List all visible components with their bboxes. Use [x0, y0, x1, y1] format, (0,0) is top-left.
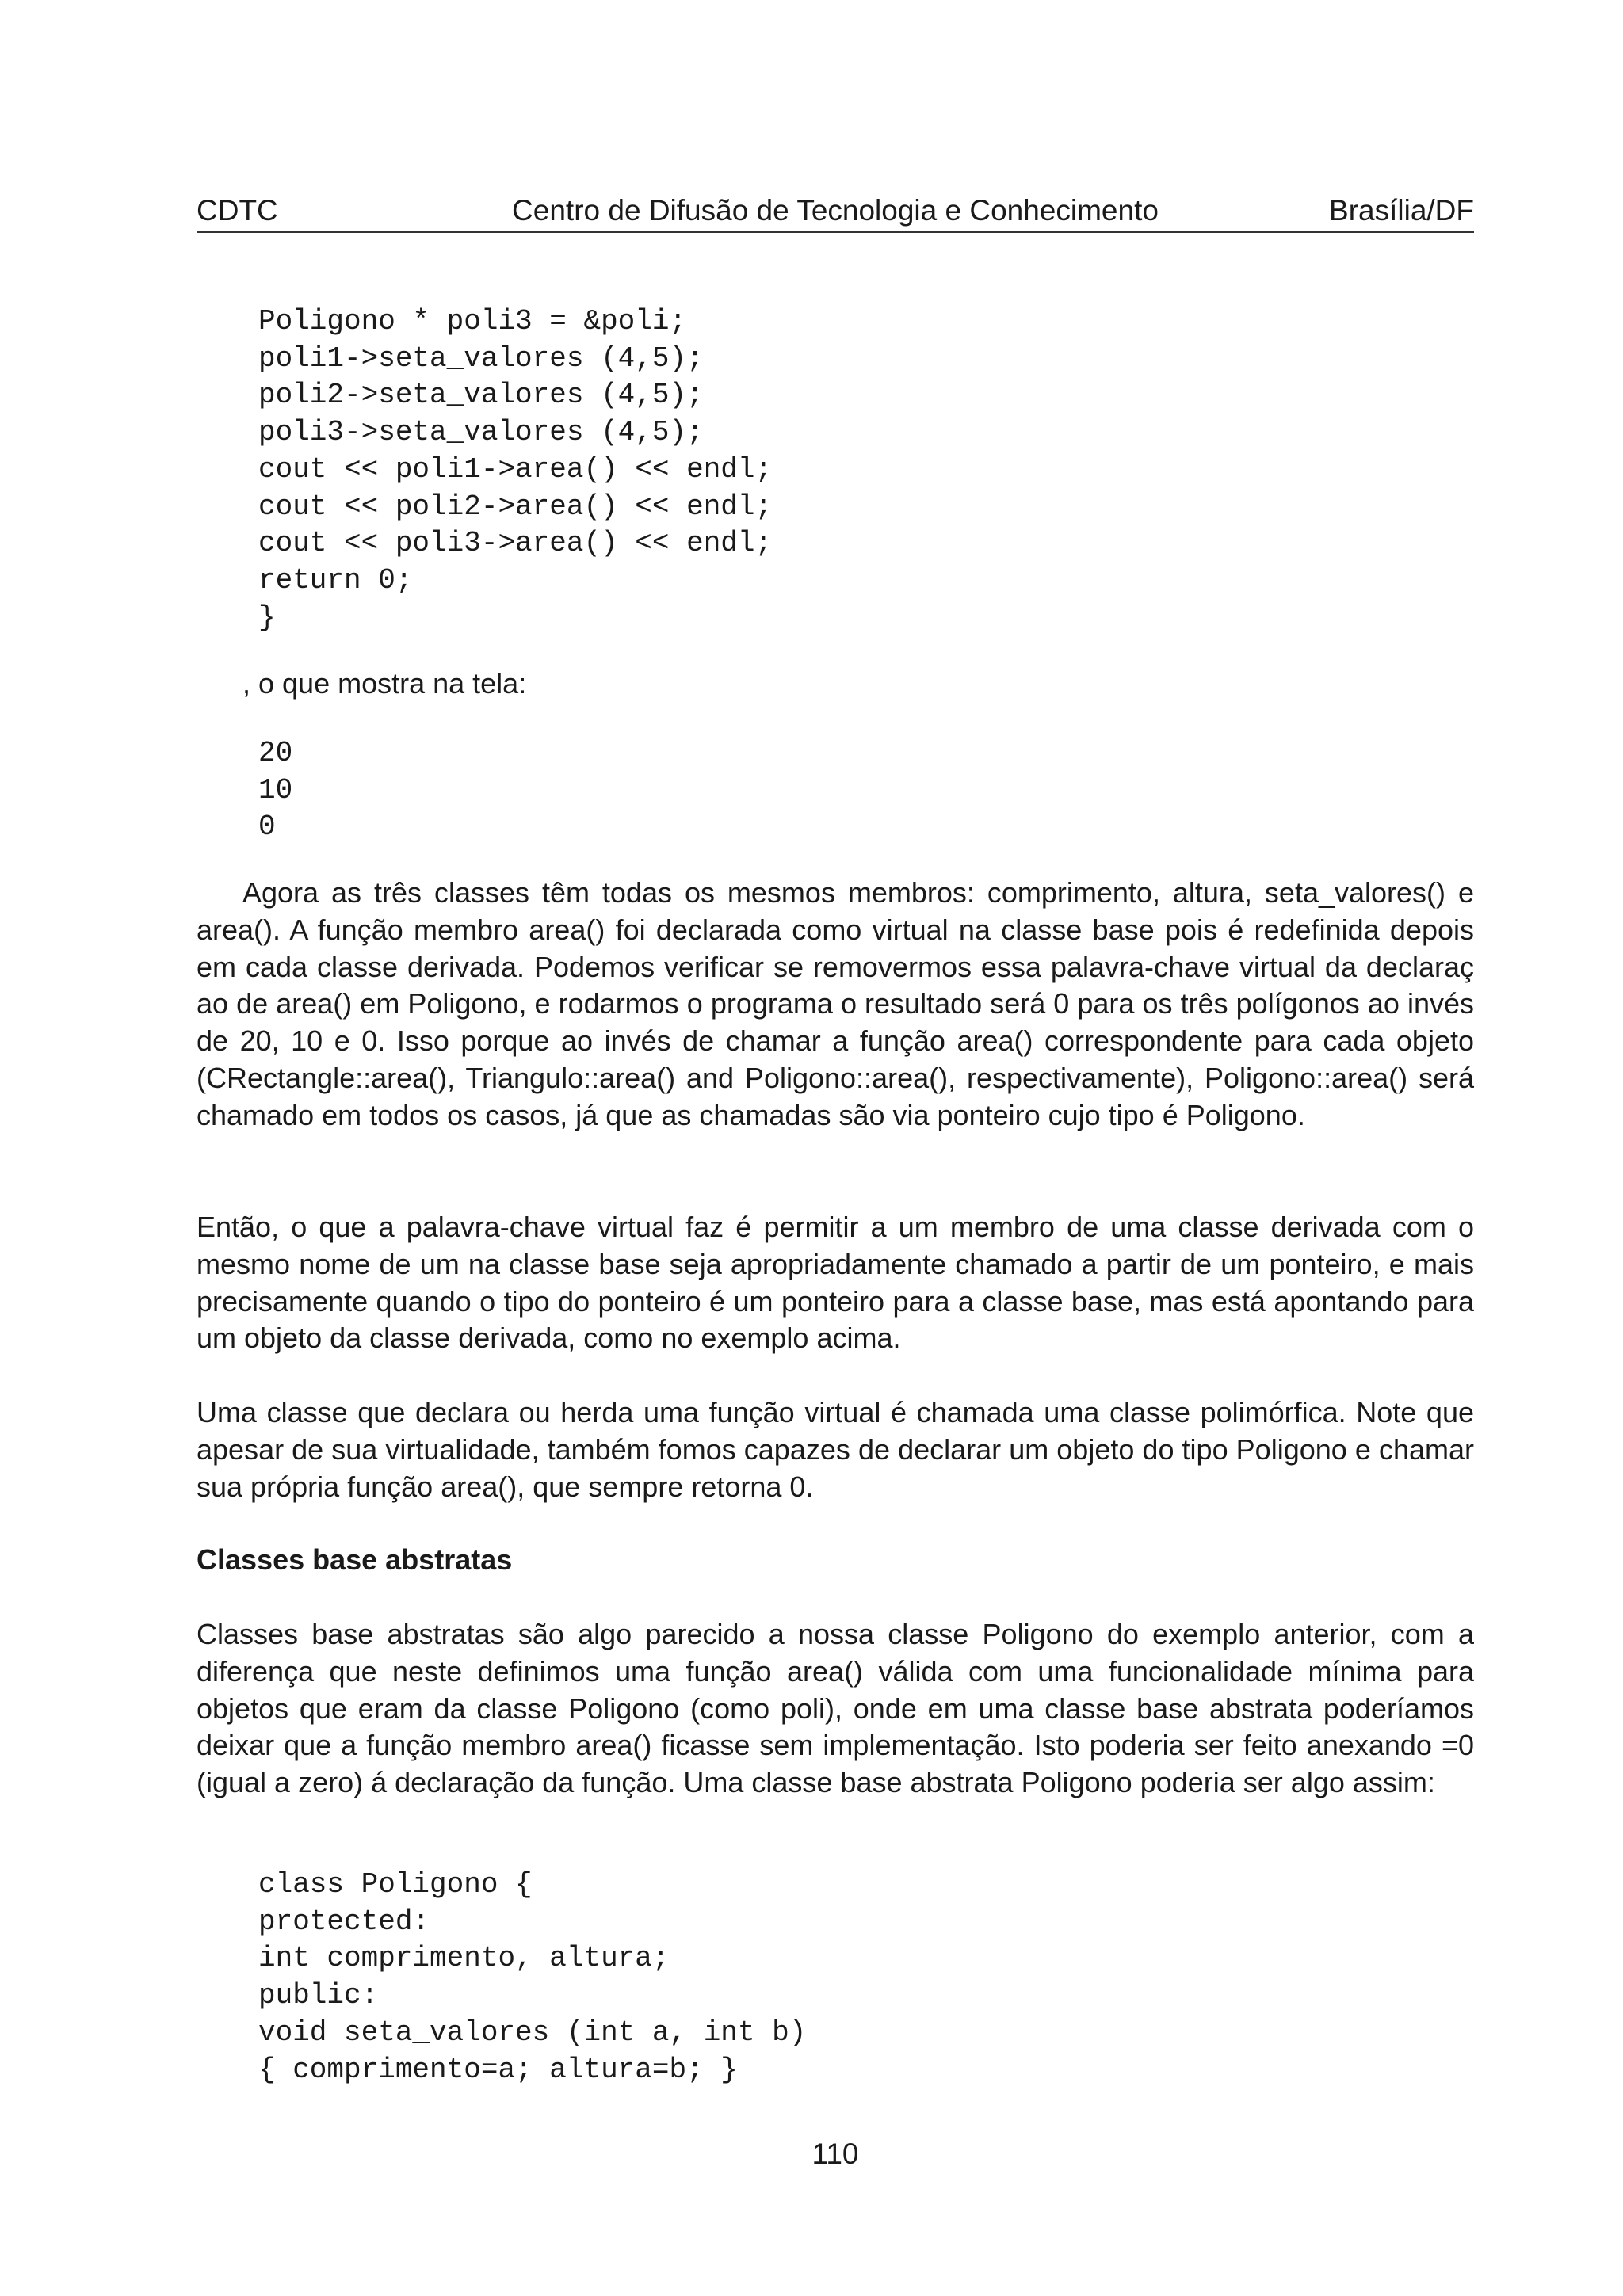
output-intro: , o que mostra na tela: [242, 667, 527, 700]
paragraph-virtual-keyword [197, 1209, 1474, 1357]
paragraph-abstract-classes [197, 1616, 1474, 1802]
code-block-bottom: class Poligono { protected: int comprimento, altura; public: void seta_valores (int a, int b) { comprimento=a; altura=b; } [258, 1868, 807, 2086]
page-header [197, 190, 1474, 233]
paragraph-virtual-members [197, 875, 1474, 1135]
paragraph-text: Agora as três classes têm todas os mesmos membros: comprimento, altura, seta_valores() e area(). A função membro area() foi declarada como virtual na classe base pois é redefinida depois em cada classe derivada. Podemos verificar se removermos essa palavra-chave virtual da declaraç ao de area() em Poligono, e rodarmos o programa o resultado será 0 para os três polígonos ao invés de 20, 10 e 0. Isso porque ao invés de chamar a função area() correspondente para cada objeto (CRectangle::area(), Triangulo::area() and Poligono::area(), respectivamente), Poligono::area() será chamado em todos os casos, já que as chamadas são via ponteiro cujo tipo é Poligono. [197, 876, 1474, 1131]
section-heading: Classes base abstratas [197, 1543, 513, 1576]
code-block-top: Poligono * poli3 = &poli; poli1->seta_valores (4,5); poli2->seta_valores (4,5); poli3->seta_valores (4,5); cout << poli1->area() << endl; cout << poli2->area() << endl; cout << poli3->area() << endl; return 0; } [258, 305, 773, 634]
header-right: Brasília/DF [1329, 194, 1474, 227]
page-number: 110 [812, 2138, 859, 2170]
paragraph-text: Classes base abstratas são algo parecido a nossa classe Poligono do exemplo anterior, com a diferença que neste definimos uma função area() válida com uma funcionalidade mínima para objetos que eram da classe Poligono (como poli), onde em uma classe base abstrata poderíamos deixar que a função membro area() ficasse sem implementação. Isto poderia ser feito anexando =0 (igual a zero) á declaração da função. Uma classe base abstrata Poligono poderia ser algo assim: [197, 1618, 1474, 1799]
header-center: Centro de Difusão de Tecnologia e Conhecimento [512, 194, 1159, 227]
document-page [197, 0, 1474, 2296]
paragraph-text: Então, o que a palavra-chave virtual faz é permitir a um membro de uma classe derivada com o mesmo nome de um na classe base seja apropriadamente chamado a partir de um ponteiro, e mais precisamente quando o tipo do ponteiro é um ponteiro para a classe base, mas está apontando para um objeto da classe derivada, como no exemplo acima. [197, 1211, 1474, 1355]
program-output: 20 10 0 [258, 737, 293, 844]
paragraph-text: Uma classe que declara ou herda uma função virtual é chamada uma classe polimórfica. Note que apesar de sua virtualidade, também fomos capazes de declarar um objeto do tipo Poligono e chamar sua própria função area(), que sempre retorna 0. [197, 1396, 1474, 1503]
header-left: CDTC [197, 194, 278, 227]
paragraph-polymorphic-class [197, 1394, 1474, 1505]
